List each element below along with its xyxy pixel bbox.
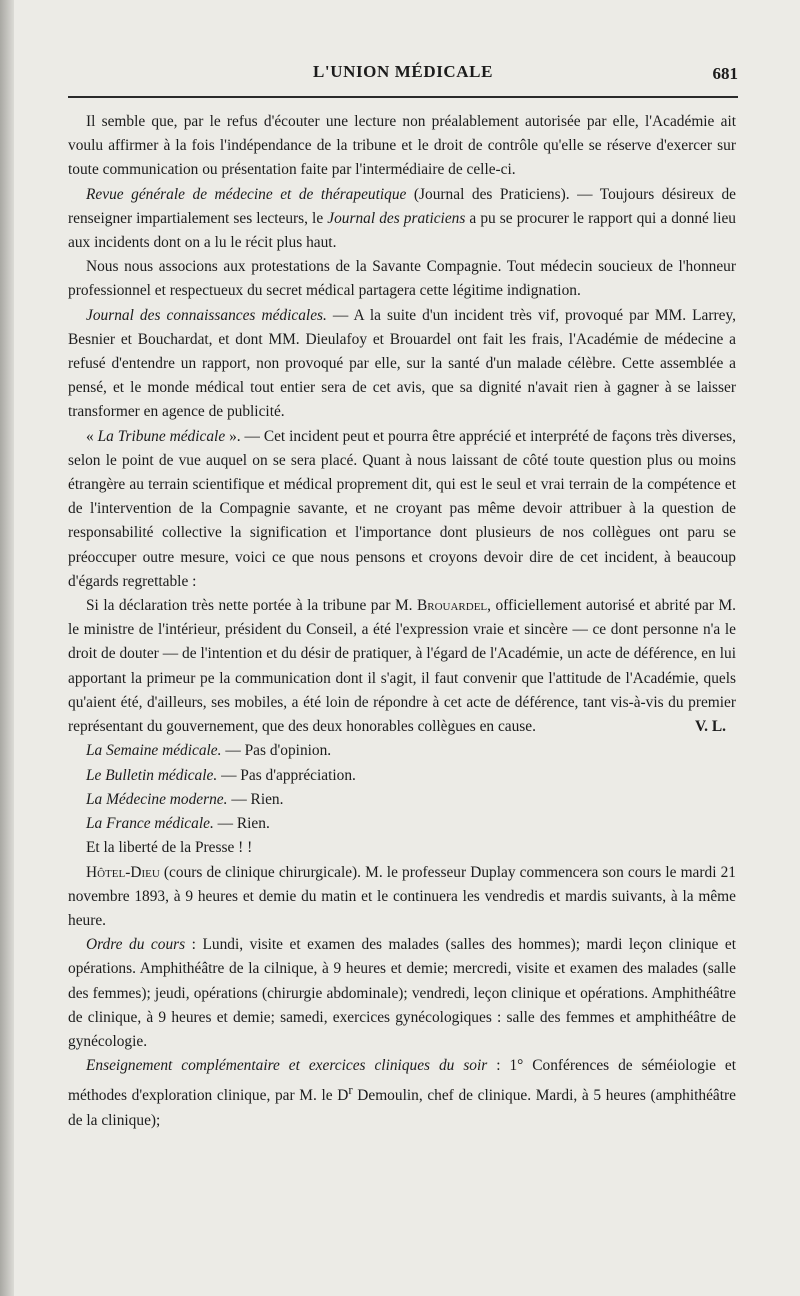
paragraph-text: Si la déclaration très nette portée à la tribune par M.	[86, 597, 417, 615]
person-name: Brouardel	[416, 597, 488, 615]
paragraph-text: Demoulin, chef de clinique. Mardi, à 5 heures (amphithéâtre de la clinique);	[68, 1087, 736, 1129]
section-label: Enseignement complémentaire et exercices cliniques du soir	[86, 1057, 488, 1075]
paragraph-text: — Rien.	[227, 790, 284, 808]
journal-name: Journal des connaissances médicales.	[86, 306, 327, 324]
paragraph-text: Il semble que, par le refus d'écouter une lecture non préalablement autorisée par elle, l'Académie ait voulu affirmer à la fois l'indépendance de la tribune et le droit de contrôle qu'elle se réserve d'exercer sur toute communication ou présentation faite par l'intermédiaire de celle-ci.	[68, 113, 736, 179]
journal-name: Le Bulletin médicale.	[86, 766, 218, 784]
journal-name: Revue générale de médecine et de thérapeutique	[86, 185, 407, 203]
paragraph-text: Et la liberté de la Presse ! !	[86, 839, 253, 857]
header-rule	[68, 96, 738, 98]
paragraph-text: a pu se procurer le rapport qui a donné lieu aux incidents dont on a lu le récit plus haut.	[68, 209, 736, 252]
paragraph-text: ». — Cet incident peut et pourra être apprécié et interprété de façons très diverses, selon le point de vue auquel on se sera placé. Quant à nous laissant de côté toute question plus ou moins étrangère au terrain scientifique et médical proprement dit, qui est le seul et vrai terrain de la compétence et de l'intervention de la Compagnie savante, et ne croyant pas même devoir attribuer à la question de responsabilité collective la signification et l'importance dont plusieurs de nos collègues ont paru se préoccuper outre mesure, voici ce que nous pensons et croyons devoir dire de cet incident, à beaucoup d'égards regrettable :	[68, 427, 736, 590]
page-number: 681	[712, 64, 738, 83]
paragraph-text: — Pas d'appréciation.	[217, 766, 356, 784]
journal-name: La Médecine moderne.	[86, 790, 228, 808]
quote-mark: «	[86, 427, 98, 445]
press-line-bulletin	[68, 764, 736, 788]
journal-name: La France médicale.	[86, 815, 214, 833]
paragraph-academie	[68, 110, 736, 183]
article-body	[68, 110, 736, 1133]
journal-name: La Tribune médicale	[97, 427, 226, 445]
press-line-semaine	[68, 739, 736, 763]
paragraph-text: (Journal des Praticiens). — Toujours désireux de renseigner impartialement ses lecteurs, le	[68, 185, 736, 227]
paragraph-ordre-du-cours	[68, 933, 736, 1054]
paragraph-text: — A la suite d'un incident très vif, provoqué par MM. Larrey, Besnier et Bouchardat, et dont MM. Dieulafoy et Brouardel ont fait les frais, l'Académie de médecine a refusé d'entendre un rapport, non provoqué par elle, sur la santé d'un malade célèbre. Cette assemblée a pensé, et le monde médical tout entier sera de cet avis, que sa dignité n'avait rien à gagner à se laisser transformer en agence de publicité.	[68, 306, 737, 421]
signature-text: V. L.	[695, 718, 726, 736]
journal-name: La Semaine médicale.	[86, 742, 222, 760]
paragraph-text: : Lundi, visite et examen des malades (salles des hommes); mardi leçon clinique et opérations. Amphithéâtre de la cilnique, à 9 heures et demie; mercredi, visite et examen des malades (salle des femmes); jeudi, opérations (chirurgie abdominale); vendredi, leçon clinique et opérations. Amphithéâtre de clinique, à 9 heures et demie; samedi, exercices gynécologiques : salle des femmes et amphithéâtre de gynécologie.	[68, 936, 736, 1050]
paragraph-text: (cours de clinique chirurgicale). M. le professeur Duplay commencera son cours le mardi 21 novembre 1893, à 9 heures et demie du matin et le continuera les vendredis et mardis suivants, à la même heure.	[68, 863, 736, 929]
paragraph-text: — Rien.	[213, 815, 270, 833]
superscript: r	[348, 1083, 353, 1098]
press-line-france-medicale	[68, 812, 736, 836]
paragraph-text: : 1° Conférences de séméiologie et méthodes d'exploration clinique, par M. le D	[68, 1057, 736, 1105]
paragraph-enseignement	[68, 1054, 736, 1133]
institution-name: Hôtel-Dieu	[86, 863, 160, 881]
paragraph-text: — Pas d'opinion.	[221, 742, 332, 760]
paragraph-text: Nous nous associons aux protestations de la Savante Compagnie. Tout médecin soucieux de l'honneur professionnel et respectueux du secret médical partagera cette légitime indignation.	[68, 258, 736, 300]
paragraph-protestations	[68, 255, 736, 303]
press-line-medecine-moderne	[68, 788, 736, 812]
scan-binding-edge	[0, 0, 14, 1296]
running-header	[68, 62, 738, 92]
paragraph-revue-generale	[68, 183, 736, 256]
journal-title: L'UNION MÉDICALE	[312, 62, 494, 81]
paragraph-connaissances	[68, 304, 736, 425]
paragraph-text: , officiellement autorisé et abrité par M. le ministre de l'intérieur, président du Conseil, a été l'expression vraie et sincère — ce dont personne n'a le droit de douter — de l'intention et du désir de pratiquer, à l'égard de l'Académie, un acte de déférence, en lui apportant la primeur pe la communication dont il s'agit, il faut convenir que l'attitude de l'Académie, quels qu'aient été, d'ailleurs, ses mobiles, a été loin de répondre à cet acte de déférence, tant vis-à-vis du premier représentant du gouvernement, que des deux honorables collègues en cause.	[68, 597, 736, 736]
section-label: Ordre du cours	[86, 936, 186, 954]
press-line-liberte	[68, 836, 736, 860]
paragraph-hotel-dieu	[68, 861, 736, 934]
journal-name-inline: Journal des praticiens	[327, 209, 466, 227]
paragraph-tribune	[68, 425, 736, 594]
